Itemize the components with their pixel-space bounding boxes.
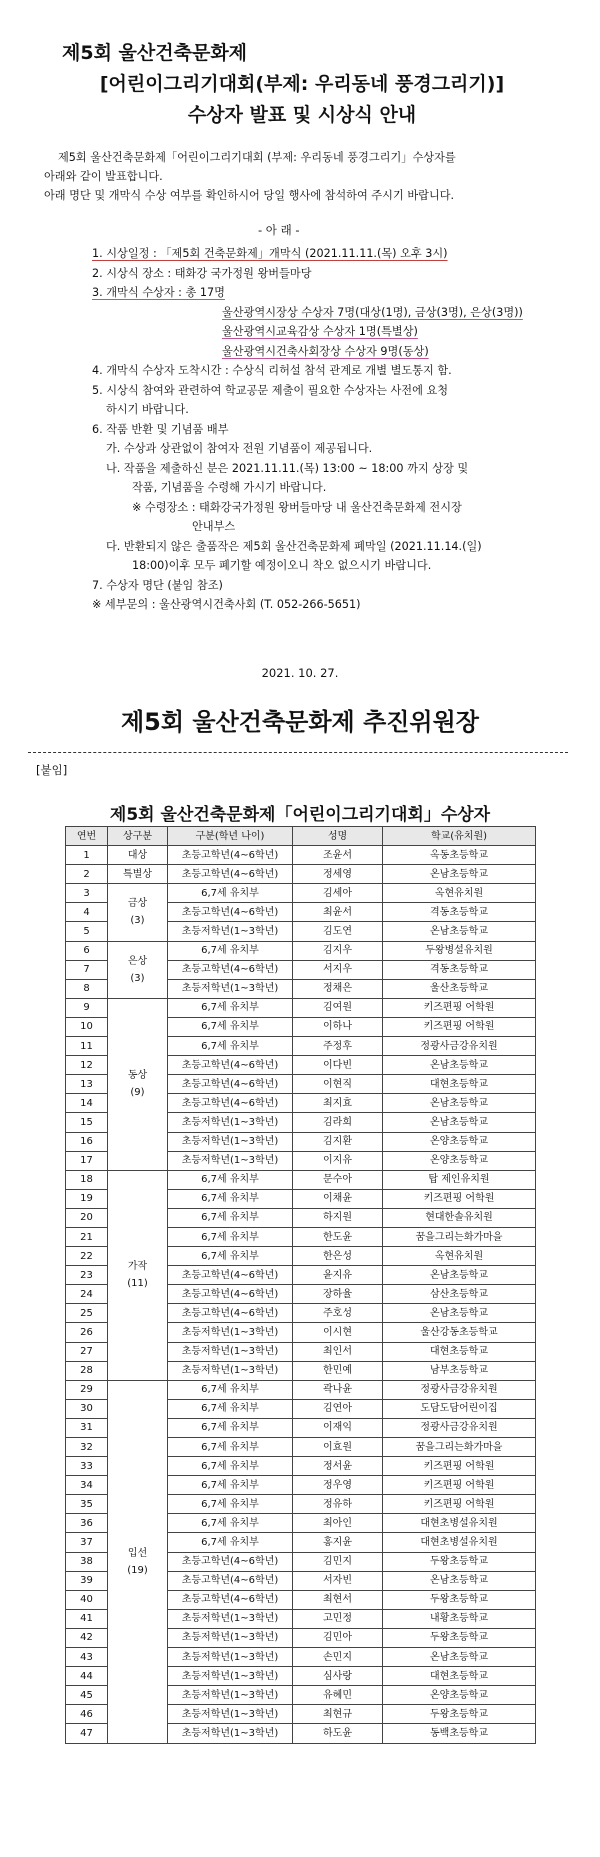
cell-division: 초등저학년(1~3학년) bbox=[168, 1323, 293, 1342]
cell-division: 6,7세 유치부 bbox=[168, 1418, 293, 1437]
cell-division: 초등저학년(1~3학년) bbox=[168, 1648, 293, 1667]
cell-no: 28 bbox=[66, 1361, 108, 1380]
attachment-label: [붙임] bbox=[36, 763, 68, 777]
cell-school: 온양초등학교 bbox=[383, 1686, 536, 1705]
cell-division: 초등저학년(1~3학년) bbox=[168, 1686, 293, 1705]
item-3-mayor-award: 울산광역시장상 수상자 7명(대상(1명), 금상(3명), 은상(3명)) bbox=[222, 305, 523, 319]
cell-no: 26 bbox=[66, 1323, 108, 1342]
cell-name: 이다빈 bbox=[293, 1056, 383, 1075]
cell-no: 32 bbox=[66, 1438, 108, 1457]
cell-no: 2 bbox=[66, 865, 108, 884]
cell-school: 키즈편핑 어학원 bbox=[383, 1457, 536, 1476]
item-3-awardees: 3. 개막식 수상자 : 총 17명 bbox=[92, 286, 225, 299]
item-6-na-2: 작품, 기념품을 수령해 가시기 바랍니다. bbox=[132, 481, 327, 494]
intro-line-1: 제5회 울산건축문화제「어린이그리기대회 (부제: 우리동네 풍경그리기」수상자를 bbox=[58, 151, 456, 164]
item-2-venue: 2. 시상식 장소 : 태화강 국가정원 왕버들마당 bbox=[92, 266, 312, 280]
award-category-count: (19) bbox=[127, 1564, 148, 1576]
cell-name: 김여원 bbox=[293, 998, 383, 1017]
cell-school: 온남초등학교 bbox=[383, 1304, 536, 1323]
cell-name: 윤지유 bbox=[293, 1266, 383, 1285]
cell-school: 동백초등학교 bbox=[383, 1724, 536, 1743]
cell-division: 초등저학년(1~3학년) bbox=[168, 1705, 293, 1724]
header-no: 연번 bbox=[66, 827, 108, 846]
cell-division: 6,7세 유치부 bbox=[168, 1227, 293, 1246]
cell-division: 6,7세 유치부 bbox=[168, 1495, 293, 1514]
cell-division: 초등고학년(4~6학년) bbox=[168, 960, 293, 979]
cell-school: 키즈편핑 어학원 bbox=[383, 1017, 536, 1036]
cell-school: 온남초등학교 bbox=[383, 1094, 536, 1113]
cell-school: 온남초등학교 bbox=[383, 1571, 536, 1590]
cell-division: 6,7세 유치부 bbox=[168, 998, 293, 1017]
cell-school: 키즈편핑 어학원 bbox=[383, 998, 536, 1017]
cell-no: 4 bbox=[66, 903, 108, 922]
award-category-count: (11) bbox=[127, 1278, 148, 1290]
cell-division: 초등저학년(1~3학년) bbox=[168, 979, 293, 998]
cell-no: 23 bbox=[66, 1266, 108, 1285]
intro-paragraph bbox=[44, 148, 564, 205]
cell-name: 김연아 bbox=[293, 1399, 383, 1418]
cell-no: 12 bbox=[66, 1056, 108, 1075]
item-6-da-2: 18:00)이후 모두 폐기할 예정이오니 착오 없으시기 바랍니다. bbox=[132, 559, 432, 572]
section-heading-ahrae: - 아 래 - bbox=[258, 223, 300, 237]
cell-division: 초등고학년(4~6학년) bbox=[168, 1590, 293, 1609]
cell-name: 이재익 bbox=[293, 1418, 383, 1437]
cell-school: 대현초병설유치원 bbox=[383, 1514, 536, 1533]
cell-no: 44 bbox=[66, 1667, 108, 1686]
cell-school: 대현초병설유치원 bbox=[383, 1533, 536, 1552]
cell-division: 6,7세 유치부 bbox=[168, 1457, 293, 1476]
cell-division: 초등고학년(4~6학년) bbox=[168, 846, 293, 865]
cell-school: 정광사금강유치원 bbox=[383, 1380, 536, 1399]
table-row bbox=[66, 1380, 536, 1399]
cell-name: 장하율 bbox=[293, 1285, 383, 1304]
cell-school: 정광사금강유치원 bbox=[383, 1418, 536, 1437]
cell-no: 38 bbox=[66, 1552, 108, 1571]
cell-school: 두왕초등학교 bbox=[383, 1590, 536, 1609]
cell-school: 꿈을그리는화가마을 bbox=[383, 1438, 536, 1457]
cell-award-category bbox=[108, 1380, 168, 1743]
cell-division: 초등고학년(4~6학년) bbox=[168, 1304, 293, 1323]
award-category-count: (9) bbox=[130, 1087, 145, 1099]
item-1-schedule: 1. 시상일정 : 「제5회 건축문화제」개막식 (2021.11.11.(목) 오후 3시) bbox=[92, 247, 448, 260]
cell-no: 16 bbox=[66, 1132, 108, 1151]
cell-name: 유혜민 bbox=[293, 1686, 383, 1705]
cell-name: 심사랑 bbox=[293, 1667, 383, 1686]
item-4-arrival: 4. 개막식 수상자 도착시간 : 수상식 리허설 참석 관계로 개별 별도통지 함. bbox=[92, 364, 452, 377]
cell-division: 초등고학년(4~6학년) bbox=[168, 1571, 293, 1590]
cell-division: 초등고학년(4~6학년) bbox=[168, 1075, 293, 1094]
cell-name: 홍지윤 bbox=[293, 1533, 383, 1552]
cell-name: 주정후 bbox=[293, 1037, 383, 1056]
contact-info: ※ 세부문의 : 울산광역시건축사회 (T. 052-266-5651) bbox=[92, 598, 361, 611]
header-school: 학교(유치원) bbox=[383, 827, 536, 846]
cell-name: 한은성 bbox=[293, 1247, 383, 1266]
cell-school: 온남초등학교 bbox=[383, 1113, 536, 1132]
intro-line-3: 아래 명단 및 개막식 수상 여부를 확인하시어 당일 행사에 참석하여 주시기 바랍니다. bbox=[44, 189, 455, 202]
cell-name: 주호성 bbox=[293, 1304, 383, 1323]
cell-name: 조윤서 bbox=[293, 846, 383, 865]
cell-no: 15 bbox=[66, 1113, 108, 1132]
cell-name: 곽나윤 bbox=[293, 1380, 383, 1399]
cell-name: 최지효 bbox=[293, 1094, 383, 1113]
cell-school: 온남초등학교 bbox=[383, 865, 536, 884]
divider bbox=[28, 752, 568, 753]
cell-school: 내황초등학교 bbox=[383, 1609, 536, 1628]
cell-name: 김지우 bbox=[293, 941, 383, 960]
cell-division: 초등고학년(4~6학년) bbox=[168, 1552, 293, 1571]
item-6-ga: 가. 수상과 상관없이 참여자 전원 기념품이 제공됩니다. bbox=[106, 442, 373, 455]
cell-no: 42 bbox=[66, 1628, 108, 1647]
header-name: 성명 bbox=[293, 827, 383, 846]
cell-school: 옥현유치원 bbox=[383, 1247, 536, 1266]
cell-no: 41 bbox=[66, 1609, 108, 1628]
cell-no: 11 bbox=[66, 1037, 108, 1056]
cell-no: 39 bbox=[66, 1571, 108, 1590]
winners-table bbox=[65, 826, 536, 1744]
cell-no: 14 bbox=[66, 1094, 108, 1113]
cell-school: 울산초등학교 bbox=[383, 979, 536, 998]
intro-line-2: 아래와 같이 발표합니다. bbox=[44, 170, 163, 183]
cell-division: 6,7세 유치부 bbox=[168, 884, 293, 903]
award-category-name: 대상 bbox=[127, 849, 148, 861]
table-row bbox=[66, 998, 536, 1017]
cell-school: 탑 제인유치원 bbox=[383, 1170, 536, 1189]
title-line-1: 제5회 울산건축문화제 bbox=[62, 42, 248, 64]
item-3-architects-award: 울산광역시건축사회장상 수상자 9명(동상) bbox=[222, 344, 429, 358]
cell-award-category bbox=[108, 998, 168, 1170]
cell-division: 초등고학년(4~6학년) bbox=[168, 1094, 293, 1113]
cell-name: 김라희 bbox=[293, 1113, 383, 1132]
cell-no: 20 bbox=[66, 1208, 108, 1227]
cell-school: 온양초등학교 bbox=[383, 1132, 536, 1151]
cell-division: 초등고학년(4~6학년) bbox=[168, 1266, 293, 1285]
cell-school: 두왕초등학교 bbox=[383, 1705, 536, 1724]
committee-signature: 제5회 울산건축문화제 추진위원장 bbox=[121, 708, 479, 736]
cell-school: 온양초등학교 bbox=[383, 1151, 536, 1170]
cell-name: 정채은 bbox=[293, 979, 383, 998]
cell-division: 초등저학년(1~3학년) bbox=[168, 1724, 293, 1743]
cell-name: 최인서 bbox=[293, 1342, 383, 1361]
item-3-education-award: 울산광역시교육감상 수상자 1명(특별상) bbox=[222, 325, 418, 338]
cell-division: 6,7세 유치부 bbox=[168, 1247, 293, 1266]
cell-division: 초등저학년(1~3학년) bbox=[168, 1667, 293, 1686]
cell-name: 김민아 bbox=[293, 1628, 383, 1647]
cell-name: 김도연 bbox=[293, 922, 383, 941]
cell-name: 최현규 bbox=[293, 1705, 383, 1724]
cell-no: 3 bbox=[66, 884, 108, 903]
cell-school: 울산강동초등학교 bbox=[383, 1323, 536, 1342]
cell-school: 현대한솔유치원 bbox=[383, 1208, 536, 1227]
cell-division: 6,7세 유치부 bbox=[168, 1170, 293, 1189]
award-category-name: 입선 bbox=[127, 1547, 148, 1559]
cell-division: 6,7세 유치부 bbox=[168, 1533, 293, 1552]
document-title bbox=[62, 38, 562, 131]
cell-division: 6,7세 유치부 bbox=[168, 1476, 293, 1495]
header-division: 구분(학년 나이) bbox=[168, 827, 293, 846]
cell-no: 37 bbox=[66, 1533, 108, 1552]
cell-division: 초등저학년(1~3학년) bbox=[168, 1151, 293, 1170]
cell-school: 두왕병설유치원 bbox=[383, 941, 536, 960]
cell-no: 40 bbox=[66, 1590, 108, 1609]
cell-school: 옥동초등학교 bbox=[383, 846, 536, 865]
cell-award-category bbox=[108, 846, 168, 865]
item-6-da-1: 다. 반환되지 않은 출품작은 제5회 울산건축문화제 폐막일 (2021.11.14.(일) bbox=[106, 539, 482, 553]
cell-no: 6 bbox=[66, 941, 108, 960]
cell-no: 35 bbox=[66, 1495, 108, 1514]
cell-no: 21 bbox=[66, 1227, 108, 1246]
title-line-2: [어린이그리기대회(부제: 우리동네 풍경그리기)] bbox=[99, 73, 505, 95]
cell-school: 격동초등학교 bbox=[383, 903, 536, 922]
award-category-name: 동상 bbox=[127, 1070, 148, 1082]
cell-name: 한도윤 bbox=[293, 1227, 383, 1246]
cell-award-category bbox=[108, 865, 168, 884]
cell-name: 이시현 bbox=[293, 1323, 383, 1342]
cell-school: 키즈편핑 어학원 bbox=[383, 1189, 536, 1208]
cell-school: 옥현유치원 bbox=[383, 884, 536, 903]
item-6-note-2: 안내부스 bbox=[192, 520, 236, 533]
item-5-request-b: 하시기 바랍니다. bbox=[106, 403, 189, 416]
cell-no: 24 bbox=[66, 1285, 108, 1304]
cell-name: 정우영 bbox=[293, 1476, 383, 1495]
cell-division: 6,7세 유치부 bbox=[168, 1017, 293, 1036]
cell-name: 하지원 bbox=[293, 1208, 383, 1227]
table-row bbox=[66, 865, 536, 884]
cell-division: 초등저학년(1~3학년) bbox=[168, 1342, 293, 1361]
cell-division: 6,7세 유치부 bbox=[168, 1380, 293, 1399]
cell-school: 온남초등학교 bbox=[383, 1266, 536, 1285]
cell-division: 초등저학년(1~3학년) bbox=[168, 1113, 293, 1132]
cell-division: 초등저학년(1~3학년) bbox=[168, 1361, 293, 1380]
cell-school: 격동초등학교 bbox=[383, 960, 536, 979]
cell-no: 5 bbox=[66, 922, 108, 941]
cell-division: 6,7세 유치부 bbox=[168, 1208, 293, 1227]
award-category-name: 은상 bbox=[127, 955, 148, 967]
item-6-note-1: ※ 수령장소 : 태화강국가정원 왕버들마당 내 울산건축문화제 전시장 bbox=[132, 500, 462, 514]
cell-name: 이현직 bbox=[293, 1075, 383, 1094]
cell-name: 김세아 bbox=[293, 884, 383, 903]
document-date: 2021. 10. 27. bbox=[261, 666, 339, 680]
award-category-name: 특별상 bbox=[123, 868, 152, 880]
cell-no: 29 bbox=[66, 1380, 108, 1399]
cell-name: 문수아 bbox=[293, 1170, 383, 1189]
cell-school: 남부초등학교 bbox=[383, 1361, 536, 1380]
cell-school: 온남초등학교 bbox=[383, 1056, 536, 1075]
cell-name: 이채윤 bbox=[293, 1189, 383, 1208]
item-6-return: 6. 작품 반환 및 기념품 배부 bbox=[92, 422, 229, 436]
cell-school: 두왕초등학교 bbox=[383, 1628, 536, 1647]
table-header-row bbox=[66, 827, 536, 846]
table-row bbox=[66, 846, 536, 865]
cell-division: 초등저학년(1~3학년) bbox=[168, 1132, 293, 1151]
cell-school: 대현초등학교 bbox=[383, 1667, 536, 1686]
cell-school: 온남초등학교 bbox=[383, 1648, 536, 1667]
winners-table-title: 제5회 울산건축문화제「어린이그리기대회」수상자 bbox=[109, 805, 491, 825]
cell-no: 33 bbox=[66, 1457, 108, 1476]
cell-school: 대현초등학교 bbox=[383, 1075, 536, 1094]
award-category-name: 가작 bbox=[127, 1261, 148, 1273]
award-category-count: (3) bbox=[130, 915, 145, 927]
cell-division: 초등고학년(4~6학년) bbox=[168, 1056, 293, 1075]
cell-name: 김민지 bbox=[293, 1552, 383, 1571]
cell-school: 도담도담어린이집 bbox=[383, 1399, 536, 1418]
cell-no: 31 bbox=[66, 1418, 108, 1437]
cell-no: 27 bbox=[66, 1342, 108, 1361]
cell-no: 13 bbox=[66, 1075, 108, 1094]
cell-no: 1 bbox=[66, 846, 108, 865]
cell-no: 45 bbox=[66, 1686, 108, 1705]
award-category-name: 금상 bbox=[127, 898, 148, 910]
cell-division: 초등저학년(1~3학년) bbox=[168, 1628, 293, 1647]
cell-name: 서자빈 bbox=[293, 1571, 383, 1590]
notice-items bbox=[92, 244, 562, 615]
cell-no: 18 bbox=[66, 1170, 108, 1189]
cell-name: 손민지 bbox=[293, 1648, 383, 1667]
cell-school: 꿈을그리는화가마을 bbox=[383, 1227, 536, 1246]
cell-award-category bbox=[108, 884, 168, 941]
cell-division: 초등고학년(4~6학년) bbox=[168, 903, 293, 922]
cell-school: 키즈편핑 어학원 bbox=[383, 1495, 536, 1514]
cell-name: 최아인 bbox=[293, 1514, 383, 1533]
cell-name: 김지환 bbox=[293, 1132, 383, 1151]
cell-name: 최현서 bbox=[293, 1590, 383, 1609]
cell-name: 하도윤 bbox=[293, 1724, 383, 1743]
table-row bbox=[66, 884, 536, 903]
cell-division: 초등저학년(1~3학년) bbox=[168, 1609, 293, 1628]
cell-award-category bbox=[108, 941, 168, 998]
cell-award-category bbox=[108, 1170, 168, 1380]
cell-no: 43 bbox=[66, 1648, 108, 1667]
cell-no: 8 bbox=[66, 979, 108, 998]
cell-name: 정서윤 bbox=[293, 1457, 383, 1476]
cell-school: 키즈편핑 어학원 bbox=[383, 1476, 536, 1495]
item-7-list: 7. 수상자 명단 (붙임 참조) bbox=[92, 578, 223, 592]
cell-division: 6,7세 유치부 bbox=[168, 1189, 293, 1208]
award-category-count: (3) bbox=[130, 972, 145, 984]
cell-no: 36 bbox=[66, 1514, 108, 1533]
cell-no: 30 bbox=[66, 1399, 108, 1418]
cell-no: 46 bbox=[66, 1705, 108, 1724]
cell-name: 한민예 bbox=[293, 1361, 383, 1380]
table-row bbox=[66, 1170, 536, 1189]
title-line-3: 수상자 발표 및 시상식 안내 bbox=[187, 104, 417, 126]
cell-division: 6,7세 유치부 bbox=[168, 1514, 293, 1533]
cell-no: 9 bbox=[66, 998, 108, 1017]
cell-school: 삼산초등학교 bbox=[383, 1285, 536, 1304]
cell-division: 6,7세 유치부 bbox=[168, 1037, 293, 1056]
cell-school: 온남초등학교 bbox=[383, 922, 536, 941]
cell-name: 최윤서 bbox=[293, 903, 383, 922]
cell-no: 10 bbox=[66, 1017, 108, 1036]
cell-school: 두왕초등학교 bbox=[383, 1552, 536, 1571]
cell-division: 6,7세 유치부 bbox=[168, 941, 293, 960]
cell-no: 34 bbox=[66, 1476, 108, 1495]
cell-name: 고민정 bbox=[293, 1609, 383, 1628]
item-6-na-1: 나. 작품을 제출하신 분은 2021.11.11.(목) 13:00 ~ 18:00 까지 상장 및 bbox=[106, 461, 469, 475]
cell-no: 25 bbox=[66, 1304, 108, 1323]
cell-name: 정유하 bbox=[293, 1495, 383, 1514]
cell-no: 17 bbox=[66, 1151, 108, 1170]
cell-no: 7 bbox=[66, 960, 108, 979]
cell-no: 47 bbox=[66, 1724, 108, 1743]
cell-division: 초등고학년(4~6학년) bbox=[168, 865, 293, 884]
cell-division: 6,7세 유치부 bbox=[168, 1399, 293, 1418]
cell-no: 19 bbox=[66, 1189, 108, 1208]
cell-name: 이효원 bbox=[293, 1438, 383, 1457]
table-row bbox=[66, 941, 536, 960]
cell-division: 초등고학년(4~6학년) bbox=[168, 1285, 293, 1304]
header-award: 상구분 bbox=[108, 827, 168, 846]
cell-school: 대현초등학교 bbox=[383, 1342, 536, 1361]
cell-name: 이하나 bbox=[293, 1017, 383, 1036]
cell-no: 22 bbox=[66, 1247, 108, 1266]
cell-name: 서지우 bbox=[293, 960, 383, 979]
item-5-request-a: 5. 시상식 참여와 관련하여 학교공문 제출이 필요한 수상자는 사전에 요청 bbox=[92, 383, 449, 397]
cell-name: 정세영 bbox=[293, 865, 383, 884]
cell-division: 6,7세 유치부 bbox=[168, 1438, 293, 1457]
cell-division: 초등저학년(1~3학년) bbox=[168, 922, 293, 941]
cell-name: 이지유 bbox=[293, 1151, 383, 1170]
cell-school: 정광사금강유치원 bbox=[383, 1037, 536, 1056]
